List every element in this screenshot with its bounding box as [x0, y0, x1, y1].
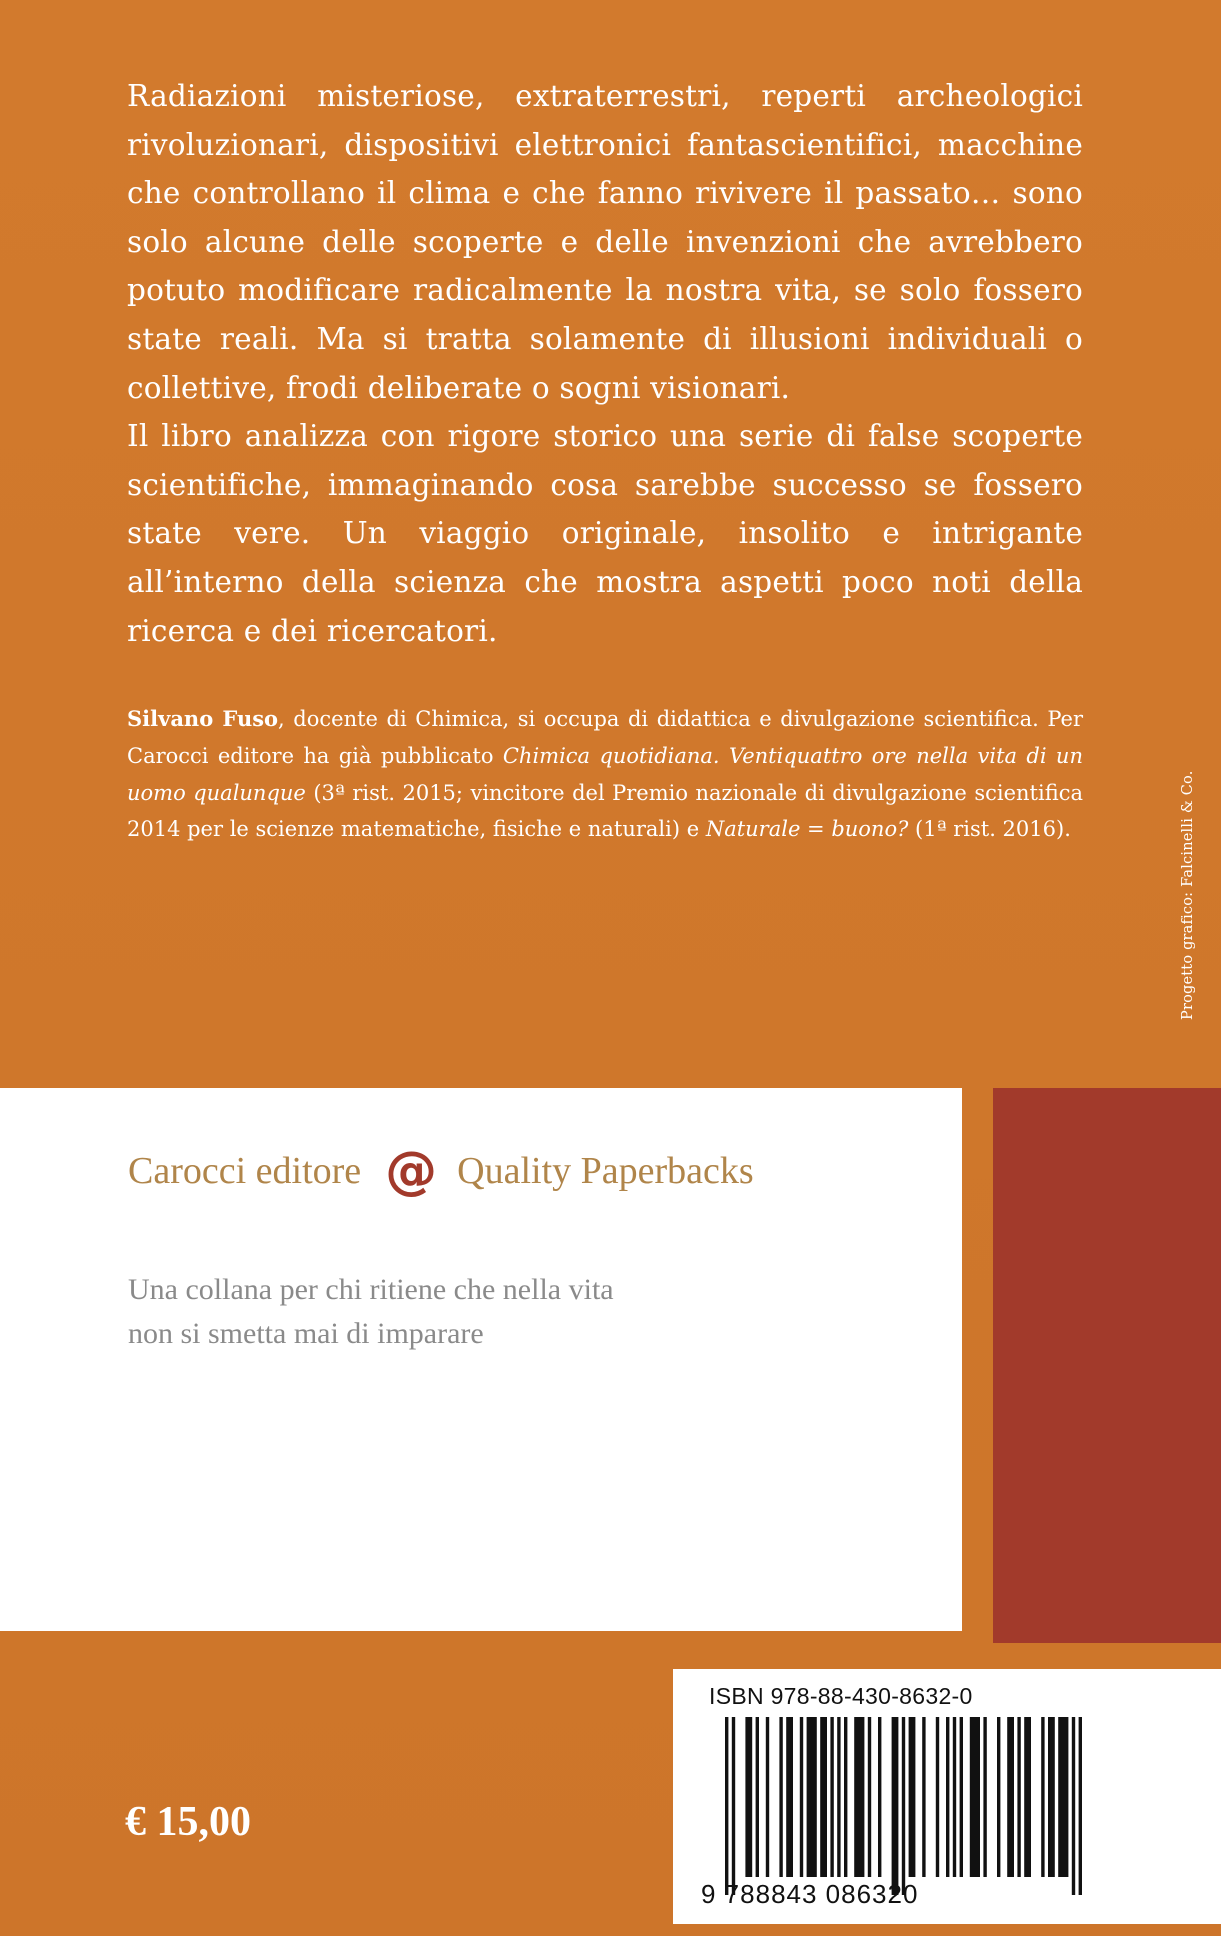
- barcode-bar: [902, 1717, 905, 1895]
- design-credit: Progetto grafico: Falcinelli & Co.: [1180, 770, 1196, 1020]
- barcode-bar: [953, 1717, 956, 1877]
- barcode-bar: [756, 1717, 759, 1877]
- barcode-bar: [725, 1717, 728, 1895]
- barcode-bar: [820, 1717, 827, 1877]
- barcode-bar: [779, 1717, 782, 1877]
- series-tagline: [128, 1268, 828, 1356]
- barcode-bar: [786, 1717, 793, 1877]
- tagline-line-1: Una collana per chi ritiene che nella vita: [128, 1273, 614, 1306]
- barcode-bar: [732, 1717, 735, 1895]
- at-sign-logo-icon: @: [385, 1141, 438, 1201]
- barcode-bar: [1041, 1717, 1044, 1877]
- bio-text-1: , docente di Chimica, si occupa di didattica e divulgazione scientifica. Per Carocci editore ha già pubblicato: [127, 707, 1083, 768]
- barcode-bar: [970, 1717, 980, 1877]
- barcode-bar: [997, 1717, 1000, 1877]
- barcode-bar: [936, 1717, 939, 1877]
- barcode-bar: [1024, 1717, 1031, 1877]
- barcode-bar: [960, 1717, 963, 1877]
- barcode-bar: [1058, 1717, 1068, 1877]
- barcode-bar: [844, 1717, 847, 1877]
- barcode-bar: [1017, 1717, 1020, 1877]
- author-bio-paragraph: [127, 701, 1083, 848]
- series-header: [128, 1141, 754, 1201]
- price-label: € 15,00: [125, 1799, 251, 1845]
- series-name: Quality Paperbacks: [457, 1150, 754, 1192]
- book-title-2: Naturale = buono?: [705, 817, 909, 842]
- barcode-bar: [878, 1717, 881, 1877]
- barcode-bar: [830, 1717, 833, 1877]
- barcode-bar: [946, 1717, 949, 1877]
- author-name: Silvano Fuso: [127, 706, 279, 731]
- tagline-line-2: non si smetta mai di imparare: [128, 1317, 484, 1350]
- barcode-bar: [807, 1717, 817, 1877]
- barcode-bar: [1048, 1717, 1055, 1877]
- barcode-bar: [1072, 1717, 1075, 1895]
- ean-digits: 9 788843 086320: [701, 1879, 919, 1909]
- barcode-bar: [854, 1717, 864, 1877]
- barcode-bar: [922, 1717, 925, 1877]
- barcode-bar: [1079, 1717, 1082, 1895]
- book-title-1: Chimica quotidiana. Ventiquattro ore nella vita di un uomo qualunque: [127, 743, 1083, 805]
- barcode-bar: [1007, 1717, 1014, 1877]
- barcode-bar: [745, 1717, 752, 1877]
- bio-text-3: (1ª rist. 2016).: [908, 817, 1071, 842]
- barcode-bar: [868, 1717, 871, 1877]
- blurb-paragraph-2: Il libro analizza con rigore storico una serie di false scoperte scientifiche, immaginando cosa sarebbe successo se fossero state vere. Un viaggio originale, insolito e intrigante all’interno della scienza che mostra aspetti poco noti della ricerca e dei ricercatori.: [127, 419, 1083, 648]
- barcode-bar: [800, 1717, 803, 1877]
- publisher-name: Carocci editore: [128, 1150, 362, 1192]
- author-bio: [127, 701, 1083, 848]
- blurb-text: [127, 72, 1083, 655]
- barcode-bar: [909, 1717, 916, 1877]
- accent-red-panel: [993, 1088, 1221, 1643]
- barcode-bar: [766, 1717, 769, 1877]
- barcode-bar: [983, 1717, 986, 1877]
- barcode-bar: [837, 1717, 840, 1877]
- isbn-barcode: [673, 1669, 1221, 1924]
- barcode-bar: [892, 1717, 899, 1895]
- blurb-paragraph-1: Radiazioni misteriose, extraterrestri, reperti archeologici rivoluzionari, dispositivi elettronici fantascientifici, macchine che controllano il clima e che fanno rivivere il passato… sono solo alcune delle scoperte e delle invenzioni che avrebbero potuto modificare radicalmente la nostra vita, se solo fossero state reali. Ma si tratta solamente di illusioni individuali o collettive, frodi deliberate o sogni visionari.: [127, 79, 1083, 405]
- bio-text-2: (3ª rist. 2015; vincitore del Premio nazionale di divulgazione scientifica 2014 per le scienze matematiche, fisiche e naturali) e: [127, 780, 1083, 842]
- isbn-label: ISBN 978-88-430-8632-0: [709, 1683, 973, 1709]
